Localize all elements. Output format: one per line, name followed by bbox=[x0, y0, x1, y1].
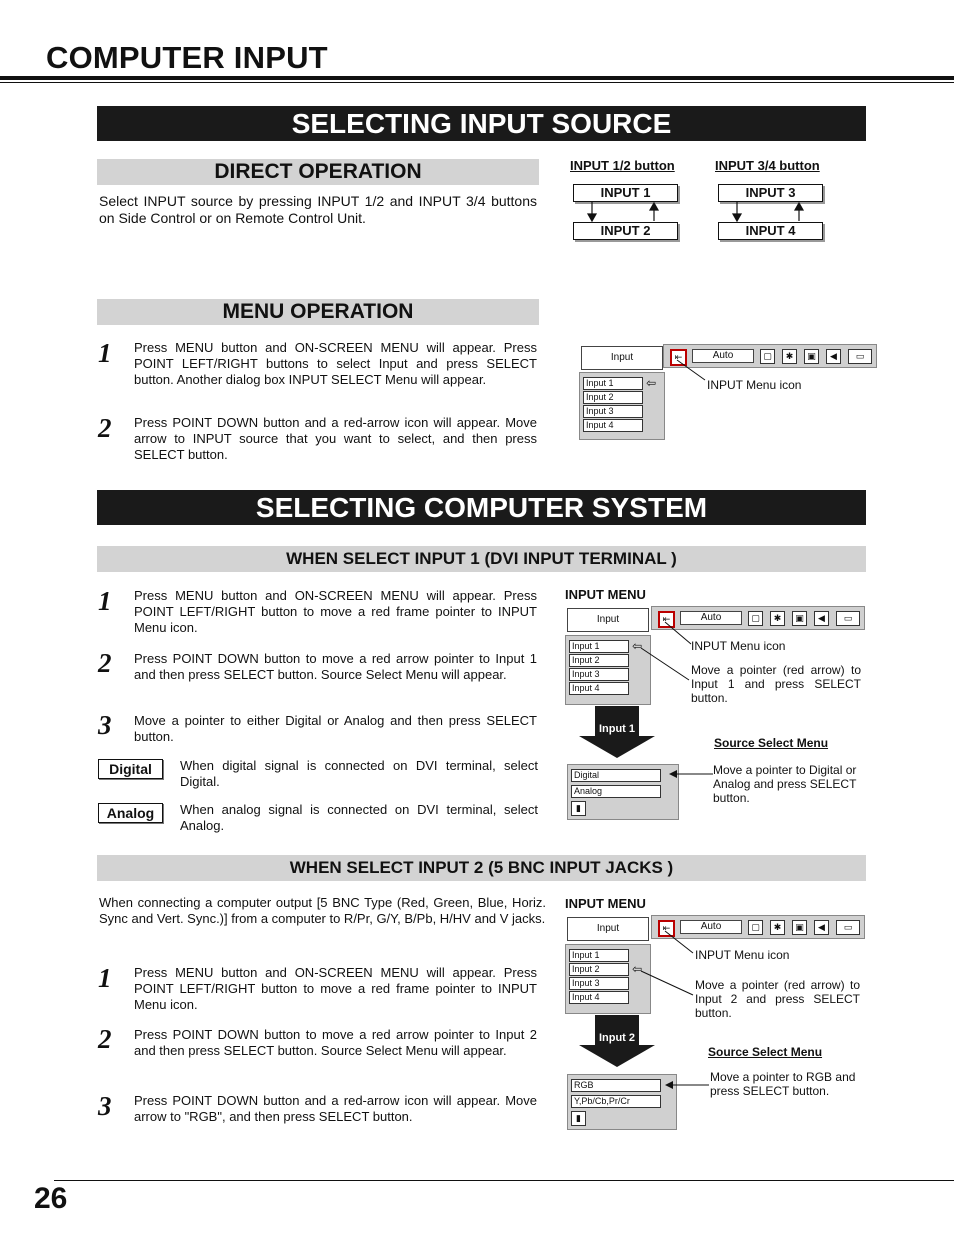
step-number: 2 bbox=[98, 1024, 112, 1054]
callout-arrow bbox=[661, 1077, 713, 1093]
list-item: Input 4 bbox=[569, 991, 629, 1004]
input-menu-icon-callout: INPUT Menu icon bbox=[707, 378, 802, 392]
input-menu-icon: ⇤ bbox=[658, 920, 675, 937]
step-number: 1 bbox=[98, 338, 112, 368]
input1-menu-screenshot bbox=[565, 606, 865, 826]
input-field: Input bbox=[567, 608, 649, 632]
input34-button-label: INPUT 3/4 button bbox=[715, 158, 820, 173]
list-item: Input 3 bbox=[569, 668, 629, 681]
image-icon: ▣ bbox=[804, 349, 819, 364]
input1-step2-text: Press POINT DOWN button to move a red arrow pointer to Input 1 and then press SELECT button. Source Select Menu will appear. bbox=[134, 651, 537, 682]
arrow-label: Input 2 bbox=[598, 1032, 636, 1044]
page-number: 26 bbox=[34, 1182, 68, 1215]
input-menu-caption: INPUT MENU bbox=[565, 896, 646, 911]
input1-box: INPUT 1 bbox=[573, 184, 678, 202]
list-item: Y,Pb/Cb,Pr/Cr bbox=[571, 1095, 661, 1108]
auto-field: Auto bbox=[680, 920, 742, 934]
pointer-callout: Move a pointer (red arrow) to Input 1 and press SELECT button. bbox=[691, 663, 861, 705]
list-item: Analog bbox=[571, 785, 661, 798]
footer-rule bbox=[54, 1180, 954, 1181]
input-menu-caption: INPUT MENU bbox=[565, 587, 646, 602]
title-rule bbox=[0, 76, 954, 80]
sound-icon: ◀ bbox=[814, 920, 829, 935]
settings-icon: ✱ bbox=[770, 920, 785, 935]
list-item: Digital bbox=[571, 769, 661, 782]
menu-step2-text: Press POINT DOWN button and a red-arrow icon will appear. Move arrow to INPUT source that you want to select, and then press SELECT button. bbox=[134, 415, 537, 462]
input2-menu-screenshot bbox=[565, 915, 865, 1135]
input-field: Input bbox=[567, 917, 649, 941]
analog-text: When analog signal is connected on DVI terminal, select Analog. bbox=[180, 802, 538, 833]
input12-button-label: INPUT 1/2 button bbox=[570, 158, 675, 173]
red-arrow-pointer-icon: ⇦ bbox=[646, 376, 657, 390]
input3-box: INPUT 3 bbox=[718, 184, 823, 202]
list-item: Input 3 bbox=[569, 977, 629, 990]
sound-icon: ◀ bbox=[814, 611, 829, 626]
page-title: COMPUTER INPUT bbox=[46, 40, 328, 75]
step-number: 2 bbox=[98, 413, 112, 443]
list-item: Input 2 bbox=[583, 391, 643, 404]
input2-step1-text: Press MENU button and ON-SCREEN MENU will appear. Press POINT LEFT/RIGHT button to move a red frame pointer to INPUT Menu icon. bbox=[134, 965, 537, 1012]
list-item: Input 1 bbox=[569, 949, 629, 962]
callout-lines bbox=[635, 929, 699, 999]
list-item: Input 4 bbox=[569, 682, 629, 695]
list-item: RGB bbox=[571, 1079, 661, 1092]
input-menu-icon: ⇤ bbox=[658, 611, 675, 628]
exit-icon: ▮ bbox=[571, 801, 586, 816]
input2-intro-text: When connecting a computer output [5 BNC Type (Red, Green, Blue, Horiz. Sync and Vert. Sync.)] from a computer to R/Pr, G/Y, B/Pb, H/HV and V jacks. bbox=[99, 895, 546, 926]
image-icon: ▣ bbox=[792, 611, 807, 626]
digital-label: Digital bbox=[98, 759, 163, 779]
screen-icon: ▭ bbox=[848, 349, 872, 364]
list-item: Input 1 bbox=[583, 377, 643, 390]
section-banner-computer-system: SELECTING COMPUTER SYSTEM bbox=[97, 490, 866, 525]
direct-operation-heading: DIRECT OPERATION bbox=[97, 159, 539, 185]
callout-arrow bbox=[665, 766, 717, 782]
title-rule-thin bbox=[0, 82, 954, 83]
input-toggle-arrows bbox=[570, 200, 840, 224]
sound-icon: ◀ bbox=[826, 349, 841, 364]
menu-step1-text: Press MENU button and ON-SCREEN MENU will appear. Press POINT LEFT/RIGHT buttons to select Input and press SELECT button. Another dialog box INPUT SELECT Menu will appear. bbox=[134, 340, 537, 387]
step-number: 1 bbox=[98, 586, 112, 616]
settings-icon: ✱ bbox=[782, 349, 797, 364]
input1-dvi-heading: WHEN SELECT INPUT 1 (DVI INPUT TERMINAL ) bbox=[97, 546, 866, 572]
input-menu-screenshot bbox=[579, 344, 877, 442]
source-callout: Move a pointer to RGB and press SELECT button. bbox=[710, 1070, 856, 1098]
input2-step2-text: Press POINT DOWN button to move a red arrow pointer to Input 2 and then press SELECT button. Source Select Menu will appear. bbox=[134, 1027, 537, 1058]
arrow-label: Input 1 bbox=[598, 723, 636, 735]
source-callout: Move a pointer to Digital or Analog and press SELECT button. bbox=[713, 763, 857, 805]
auto-field: Auto bbox=[680, 611, 742, 625]
step-number: 1 bbox=[98, 963, 112, 993]
step-number: 2 bbox=[98, 648, 112, 678]
pointer-callout: Move a pointer (red arrow) to Input 2 and press SELECT button. bbox=[695, 978, 860, 1020]
settings-icon: ✱ bbox=[770, 611, 785, 626]
red-arrow-pointer-icon: ⇦ bbox=[632, 639, 643, 653]
source-select-menu-label: Source Select Menu bbox=[708, 1045, 823, 1059]
step-number: 3 bbox=[98, 710, 112, 740]
square-icon: ▢ bbox=[748, 920, 763, 935]
analog-label: Analog bbox=[98, 803, 163, 823]
list-item: Input 3 bbox=[583, 405, 643, 418]
screen-icon: ▭ bbox=[836, 611, 860, 626]
callout-line bbox=[675, 358, 735, 384]
input1-step1-text: Press MENU button and ON-SCREEN MENU will appear. Press POINT LEFT/RIGHT button to move a red frame pointer to INPUT Menu icon. bbox=[134, 588, 537, 635]
input-field: Input bbox=[581, 346, 663, 370]
input1-step3-text: Move a pointer to either Digital or Analog and then press SELECT button. bbox=[134, 713, 537, 744]
source-list bbox=[567, 764, 679, 820]
square-icon: ▢ bbox=[748, 611, 763, 626]
list-item: Input 2 bbox=[569, 963, 629, 976]
input-list bbox=[579, 372, 665, 440]
input-menu-icon-callout: INPUT Menu icon bbox=[691, 639, 786, 653]
section-banner-input-source: SELECTING INPUT SOURCE bbox=[97, 106, 866, 141]
list-item: Input 1 bbox=[569, 640, 629, 653]
list-item: Input 4 bbox=[583, 419, 643, 432]
menu-operation-heading: MENU OPERATION bbox=[97, 299, 539, 325]
input4-box: INPUT 4 bbox=[718, 222, 823, 240]
square-icon: ▢ bbox=[760, 349, 775, 364]
input-menu-icon: ⇤ bbox=[670, 349, 687, 366]
input-menu-icon-callout: INPUT Menu icon bbox=[695, 948, 790, 962]
input2-bnc-heading: WHEN SELECT INPUT 2 (5 BNC INPUT JACKS ) bbox=[97, 855, 866, 881]
red-arrow-pointer-icon: ⇦ bbox=[632, 962, 643, 976]
screen-icon: ▭ bbox=[836, 920, 860, 935]
source-select-menu-label: Source Select Menu bbox=[714, 736, 829, 750]
list-item: Input 2 bbox=[569, 654, 629, 667]
digital-text: When digital signal is connected on DVI terminal, select Digital. bbox=[180, 758, 538, 789]
auto-field: Auto bbox=[692, 349, 754, 363]
input2-box: INPUT 2 bbox=[573, 222, 678, 240]
exit-icon: ▮ bbox=[571, 1111, 586, 1126]
image-icon: ▣ bbox=[792, 920, 807, 935]
callout-lines bbox=[635, 620, 695, 690]
input2-step3-text: Press POINT DOWN button and a red-arrow icon will appear. Move arrow to "RGB", and then press SELECT button. bbox=[134, 1093, 537, 1124]
direct-operation-text: Select INPUT source by pressing INPUT 1/2 and INPUT 3/4 buttons on Side Control or on Remote Control Unit. bbox=[99, 193, 537, 226]
step-number: 3 bbox=[98, 1091, 112, 1121]
